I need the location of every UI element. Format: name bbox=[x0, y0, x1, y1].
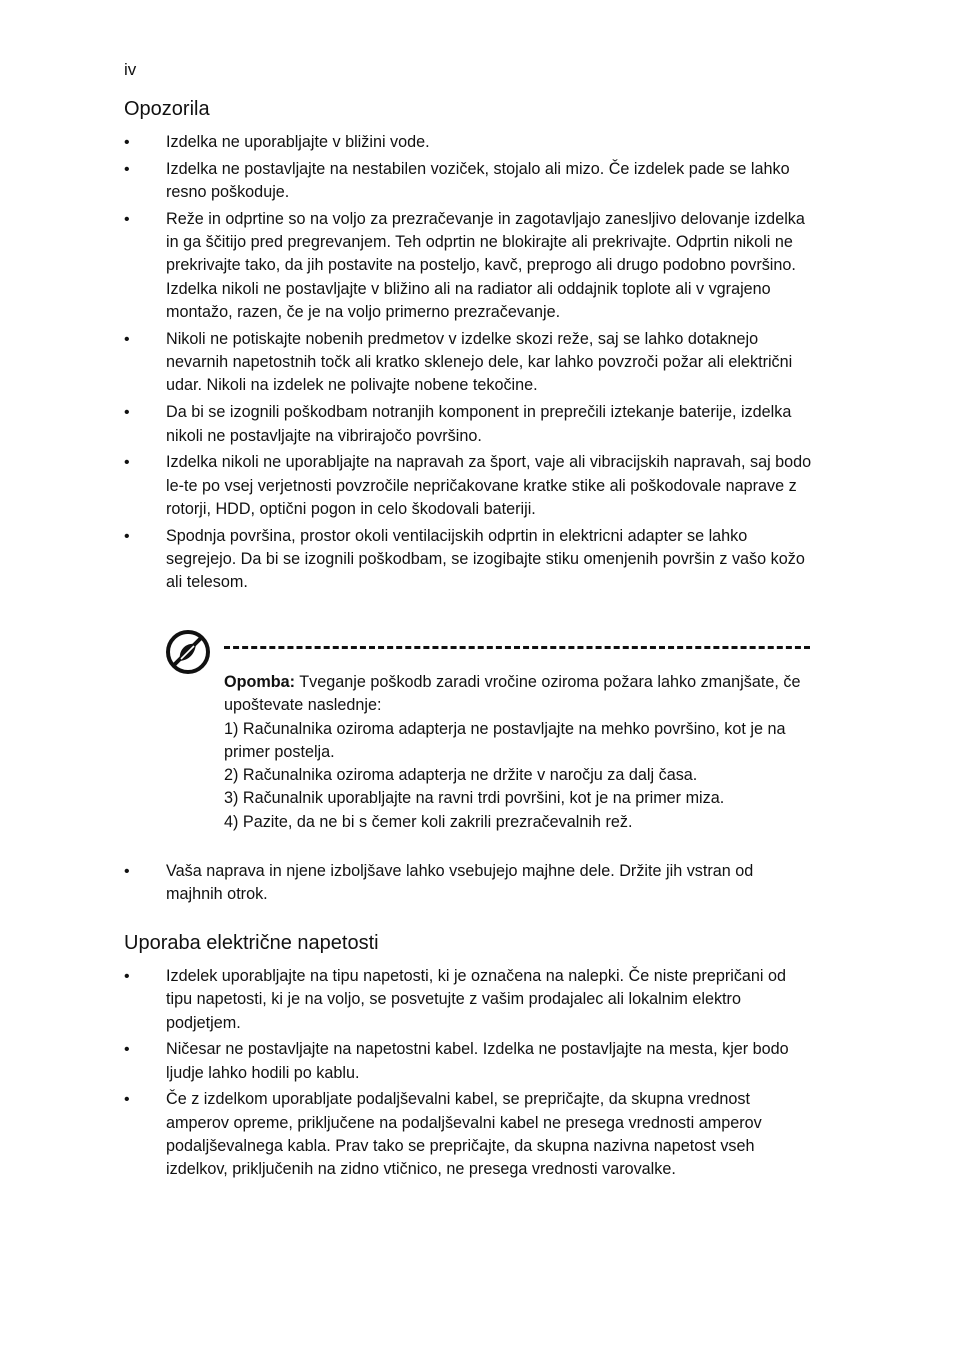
list-item: • Če z izdelkom uporabljate podaljševalni kabel, se prepričajte, da skupna vrednost amperov opreme, priključene na podaljševalni kabel ne presega vrednosti amperov podaljševalnega kabla. Prav tako se prepričajte, da skupna nazivna napetost vseh izdelkov, priključenih na zidno vtičnico, ne presega vrednosti varovalke. bbox=[124, 1090, 762, 1179]
list-item: • Izdelek uporabljajte na tipu napetosti, ki je označena na nalepki. Če niste prepričani od tipu napetosti, ki je na voljo, se posvetujte z vašim prodajalec ali lokalnim elektro podjetjem. bbox=[124, 967, 787, 1032]
list-item: • Izdelka ne postavljajte na nestabilen voziček, stojalo ali mizo. Če izdelek pade se lahko resno poškoduje. bbox=[124, 159, 790, 202]
bullet: • bbox=[124, 527, 130, 545]
note-line: 3) Računalnik uporabljajte na ravni trdi površini, kot je na primer miza. bbox=[224, 789, 725, 808]
bullet: • bbox=[124, 454, 130, 472]
page-number: iv bbox=[124, 60, 137, 79]
bullet: • bbox=[124, 330, 130, 348]
list-item: • Spodnja površina, prostor okoli ventilacijskih odprtin in elektricni adapter se lahko segrejejo. Da bi se izognili poškodbam, se izogibajte stiku omenjenih površin z vašo kožo ali telesom. bbox=[124, 526, 805, 592]
note-line: 4) Pazite, da ne bi s čemer koli zakrili prezračevalnih rež. bbox=[224, 812, 633, 831]
list-item: • Nikoli ne potiskajte nobenih predmetov v izdelke skozi reže, saj se lahko dotaknejo nevarnih napetostnih točk ali kratko sklenejo dele, kar lahko povzroči požar ali električni udar. Nikoli na izdelek ne polivajte nobene tekočine. bbox=[124, 329, 793, 395]
bullet: • bbox=[124, 1041, 130, 1059]
list-item: • Ničesar ne postavljajte na napetostni kabel. Izdelka ne postavljajte na mesta, kjer bodo ljudje lahko hodili po kablu. bbox=[124, 1040, 789, 1082]
bullet: • bbox=[124, 160, 130, 178]
note-icon bbox=[164, 628, 212, 676]
list-item: • Vaša naprava in njene izboljšave lahko vsebujejo majhne dele. Držite jih vstran od majhnih otrok. bbox=[124, 862, 754, 904]
list-item: • Izdelka ne uporabljajte v bližini vode. bbox=[124, 131, 814, 154]
bullet: • bbox=[124, 863, 130, 880]
bullet: • bbox=[124, 134, 130, 151]
note-intro: Tveganje poškodb zaradi vročine oziroma požara lahko zmanjšate, če upoštevate naslednje: bbox=[224, 673, 801, 715]
section-heading-warnings: Opozorila bbox=[124, 98, 210, 120]
bullet: • bbox=[124, 968, 130, 985]
list-item: • Izdelka nikoli ne uporabljajte na napravah za šport, vaje ali vibracijskih napravah, saj bodo le-te po vsej verjetnosti povzročile nepričakovane kratke stike ali poškodovale naprave z rotorji, HDD, optični pogon in celo škodovali bateriji. bbox=[124, 453, 812, 518]
note-line: 2) Računalnika oziroma adapterja ne držite v naročju za dalj časa. bbox=[224, 766, 698, 785]
bullet: • bbox=[124, 404, 130, 422]
note-text bbox=[224, 671, 814, 834]
bullet: • bbox=[124, 210, 130, 228]
section-heading-power: Uporaba električne napetosti bbox=[124, 932, 379, 954]
bullet: • bbox=[124, 1091, 130, 1109]
note-label: Opomba: bbox=[224, 673, 296, 691]
list-item: • Reže in odprtine so na voljo za prezračevanje in zagotavljajo zanesljivo delovanje izdelka in ga ščitijo pred pregrevanjem. Teh odprtin ne blokirajte ali prekrivajte. Odprtin nikoli ne prekrivajte tako, da jih postavite na posteljo, kavč, preprogo ali drugo podobno površino. Izdelka nikoli ne postavljajte v bližino ali na radiator ali oddajnik toplote ali v vgrajeno montažo, razen, če je na voljo primerno prezračevanje. bbox=[124, 209, 805, 322]
note-box bbox=[164, 624, 814, 839]
note-line: 1) Računalnika oziroma adapterja ne postavljajte na mehko površino, kot je na primer postelja. bbox=[224, 719, 786, 761]
warnings-list bbox=[124, 131, 814, 598]
list-item: • Da bi se izognili poškodbam notranjih komponent in preprečili iztekanje baterije, izdelka nikoli ne postavljajte na vibrirajočo površino. bbox=[124, 403, 792, 445]
note-divider bbox=[224, 646, 810, 649]
power-list bbox=[124, 965, 814, 1185]
warnings-list-continued bbox=[124, 860, 814, 910]
